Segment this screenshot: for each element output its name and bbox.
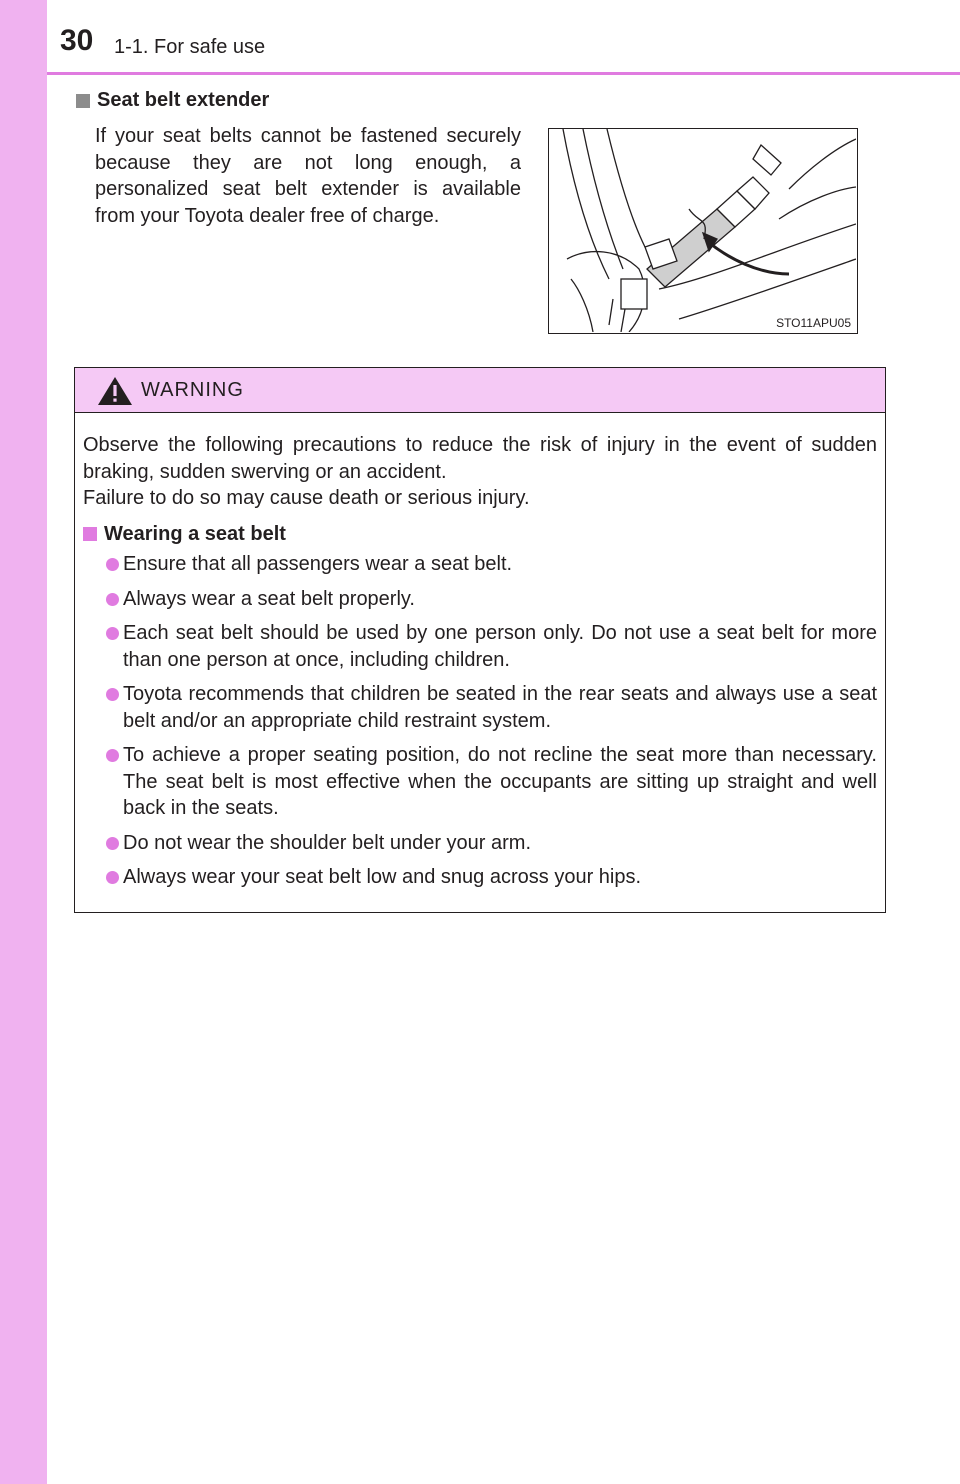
bullet-text: Ensure that all passengers wear a seat belt. [123,553,513,575]
bullet-text: Always wear your seat belt low and snug across your hips. [123,866,642,888]
warning-subheading-text: Wearing a seat belt [104,522,286,545]
warning-intro-line2: Failure to do so may cause death or serious injury. [83,487,530,509]
warning-title: WARNING [141,379,244,401]
side-color-band [0,0,47,1484]
header-rule [47,72,960,75]
bullet-text: Always wear a seat belt properly. [123,587,415,610]
warning-header [75,368,885,413]
bullet-text: To achieve a proper seating position, do not recline the seat more than necessary. The seat belt is most effective when the occupants are sitting up straight and well back in the seats. [123,744,877,819]
bullet-text: Do not wear the shoulder belt under your arm. [123,831,531,854]
warning-bullet-list [83,551,877,891]
bullet-dot-icon [106,688,119,701]
warning-subheading [83,521,877,548]
list-item [83,586,877,613]
extender-heading [76,89,269,112]
figure-label: STO11APU05 [776,316,851,330]
bullet-dot-icon [106,593,119,606]
heading-square-icon [76,94,90,108]
page-number: 30 [60,24,94,57]
bullet-dot-icon [106,627,119,640]
subheading-square-icon [83,527,97,541]
bullet-dot-icon [106,558,119,571]
warning-box [74,367,886,913]
bullet-dot-icon [106,871,119,884]
bullet-text: Each seat belt should be used by one person only. Do not use a seat belt for more than one person at once, including children. [123,622,877,671]
seat-belt-extender-illustration [548,128,858,334]
list-item [83,864,877,891]
list-item [83,830,877,857]
list-item [83,620,877,673]
warning-body [75,413,885,891]
extender-drawing [549,129,856,332]
list-item [83,681,877,734]
extender-paragraph: If your seat belts cannot be fastened securely because they are not long enough, a personalized seat belt extender is available from your Toyota dealer free of charge. [95,125,521,227]
list-item [83,551,877,578]
extender-heading-text: Seat belt extender [97,89,270,111]
list-item [83,742,877,822]
warning-triangle-icon [97,376,133,406]
bullet-text: Toyota recommends that children be seated in the rear seats and always use a seat belt and/or an appropriate child restraint system. [123,683,877,732]
bullet-dot-icon [106,837,119,850]
section-title: 1-1. For safe use [114,36,266,58]
bullet-dot-icon [106,749,119,762]
warning-intro: Observe the following precautions to reduce the risk of injury in the event of sudden braking, sudden swerving or an accident. [83,434,877,483]
